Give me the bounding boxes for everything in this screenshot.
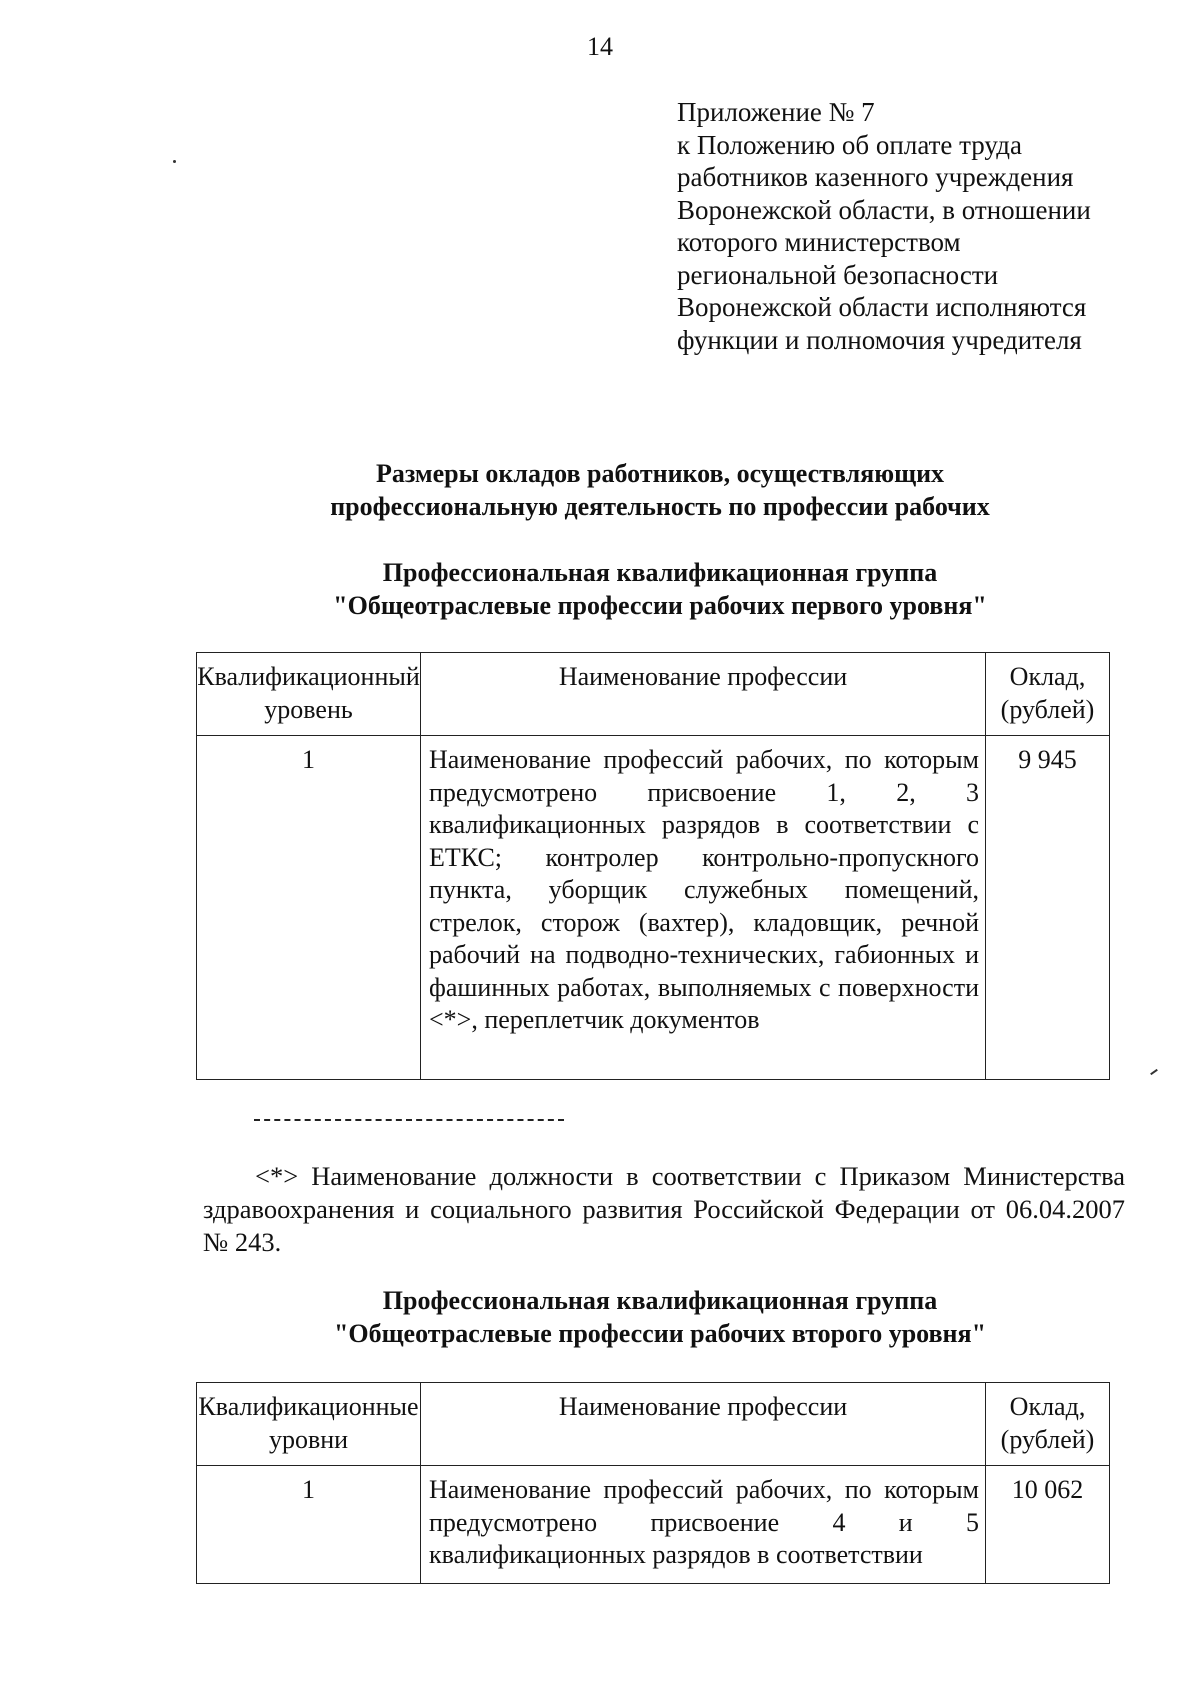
page-number: 14 [587, 32, 613, 61]
header-name: Наименование профессии [421, 1383, 986, 1466]
header-name: Наименование профессии [421, 653, 986, 736]
group2-table [196, 1382, 1110, 1584]
main-title-line: Размеры окладов работников, осуществляющих [375, 459, 945, 488]
header-level: Квалификационные уровни [197, 1383, 421, 1466]
group2-title [180, 1284, 1140, 1350]
header-level: Квалификационный уровень [197, 653, 421, 736]
group1-title-line: "Общеотраслевые профессии рабочих первого уровня" [333, 591, 987, 620]
group2-title-line: Профессиональная квалификационная группа [382, 1286, 938, 1315]
footnote-separator [254, 1119, 564, 1121]
main-title-line: профессиональную деятельность по профессии рабочих [330, 492, 990, 521]
cell-name: Наименование профессий рабочих, по которым предусмотрено присвоение 4 и 5 квалификационных разрядов в соответствии [421, 1466, 986, 1584]
appendix-line: работников казенного учреждения [677, 162, 1074, 192]
footnote: <*> Наименование должности в соответствии с Приказом Министерства здравоохранения и социального развития Российской Федерации от 06.04.2007 № 243. [203, 1161, 1125, 1257]
cell-name: Наименование профессий рабочих, по которым предусмотрено присвоение 1, 2, 3 квалификационных разрядов в соответствии с ЕТКС; контролер контрольно-пропускного пункта, уборщик служебных помещений, стрелок, сторож (вахтер), кладовщик, речной рабочий на подводно-технических, габионных и фашинных работах, выполняемых с поверхности <*>, переплетчик документов [421, 736, 986, 1080]
appendix-line: которого министерством [677, 227, 961, 257]
appendix-line: Приложение № 7 [677, 97, 875, 127]
table-row [197, 736, 1110, 1080]
appendix-block [677, 96, 1137, 356]
table-header-row [197, 653, 1110, 736]
group1-title [180, 556, 1140, 622]
cell-level: 1 [197, 736, 421, 1080]
appendix-line: Воронежской области исполняются [677, 292, 1087, 322]
appendix-line: к Положению об оплате труда [677, 129, 1022, 160]
header-salary: Оклад, (рублей) [986, 653, 1110, 736]
main-title [180, 457, 1140, 523]
appendix-line: Воронежской области, в отношении [677, 194, 1091, 225]
scan-speck [173, 160, 176, 163]
cell-salary: 10 062 [986, 1466, 1110, 1584]
cell-level: 1 [197, 1466, 421, 1584]
appendix-line: региональной безопасности [677, 259, 999, 290]
cell-salary: 9 945 [986, 736, 1110, 1080]
scan-mark [1150, 1069, 1158, 1075]
appendix-line: функции и полномочия учредителя [677, 324, 1082, 355]
group1-title-line: Профессиональная квалификационная группа [382, 558, 938, 587]
table-row [197, 1466, 1110, 1584]
table-header-row [197, 1383, 1110, 1466]
group1-table [196, 652, 1110, 1080]
header-salary: Оклад, (рублей) [986, 1383, 1110, 1466]
group2-title-line: "Общеотраслевые профессии рабочих второго уровня" [333, 1319, 987, 1348]
